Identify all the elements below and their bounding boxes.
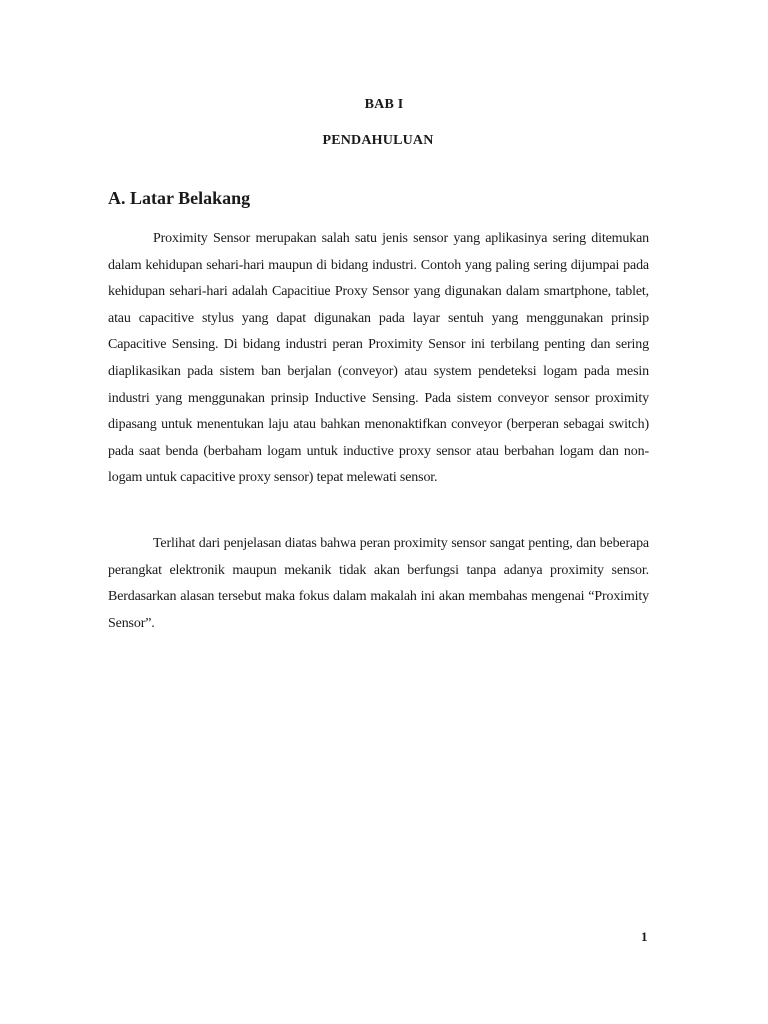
chapter-number: BAB I bbox=[364, 97, 404, 112]
chapter-title: PENDAHULUAN bbox=[322, 133, 434, 148]
body-paragraph-1: Proximity Sensor merupakan salah satu jenis sensor yang aplikasinya sering ditemukan dalam kehidupan sehari-hari maupun di bidang industri. Contoh yang paling sering dijumpai pada kehidupan sehari-hari adalah Capacitiue Proxy Sensor yang digunakan dalam smartphone, tablet, atau capacitive stylus yang dapat digunakan pada layar sentuh yang menggunakan prinsip Capacitive Sensing. Di bidang industri peran Proximity Sensor ini terbilang penting dan sering diaplikasikan pada sistem ban berjalan (conveyor) atau system pendeteksi logam pada mesin industri yang menggunakan prinsip Inductive Sensing. Pada sistem conveyor sensor proximity dipasang untuk menentukan laju atau bahkan menonaktifkan conveyor (berperan sebagai switch) pada saat benda (berbaham logam untuk inductive proxy sensor atau berbahan logam dan non-logam untuk capacitive proxy sensor) tepat melewati sensor. bbox=[108, 231, 649, 486]
section-heading: A. Latar Belakang bbox=[108, 188, 251, 208]
body-paragraph-2: Terlihat dari penjelasan diatas bahwa peran proximity sensor sangat penting, dan beberapa perangkat elektronik maupun mekanik tidak akan berfungsi tanpa adanya proximity sensor. Berdasarkan alasan tersebut maka fokus dalam makalah ini akan membahas mengenai “Proximity Sensor”. bbox=[108, 536, 649, 631]
page-number: 1 bbox=[641, 929, 648, 944]
